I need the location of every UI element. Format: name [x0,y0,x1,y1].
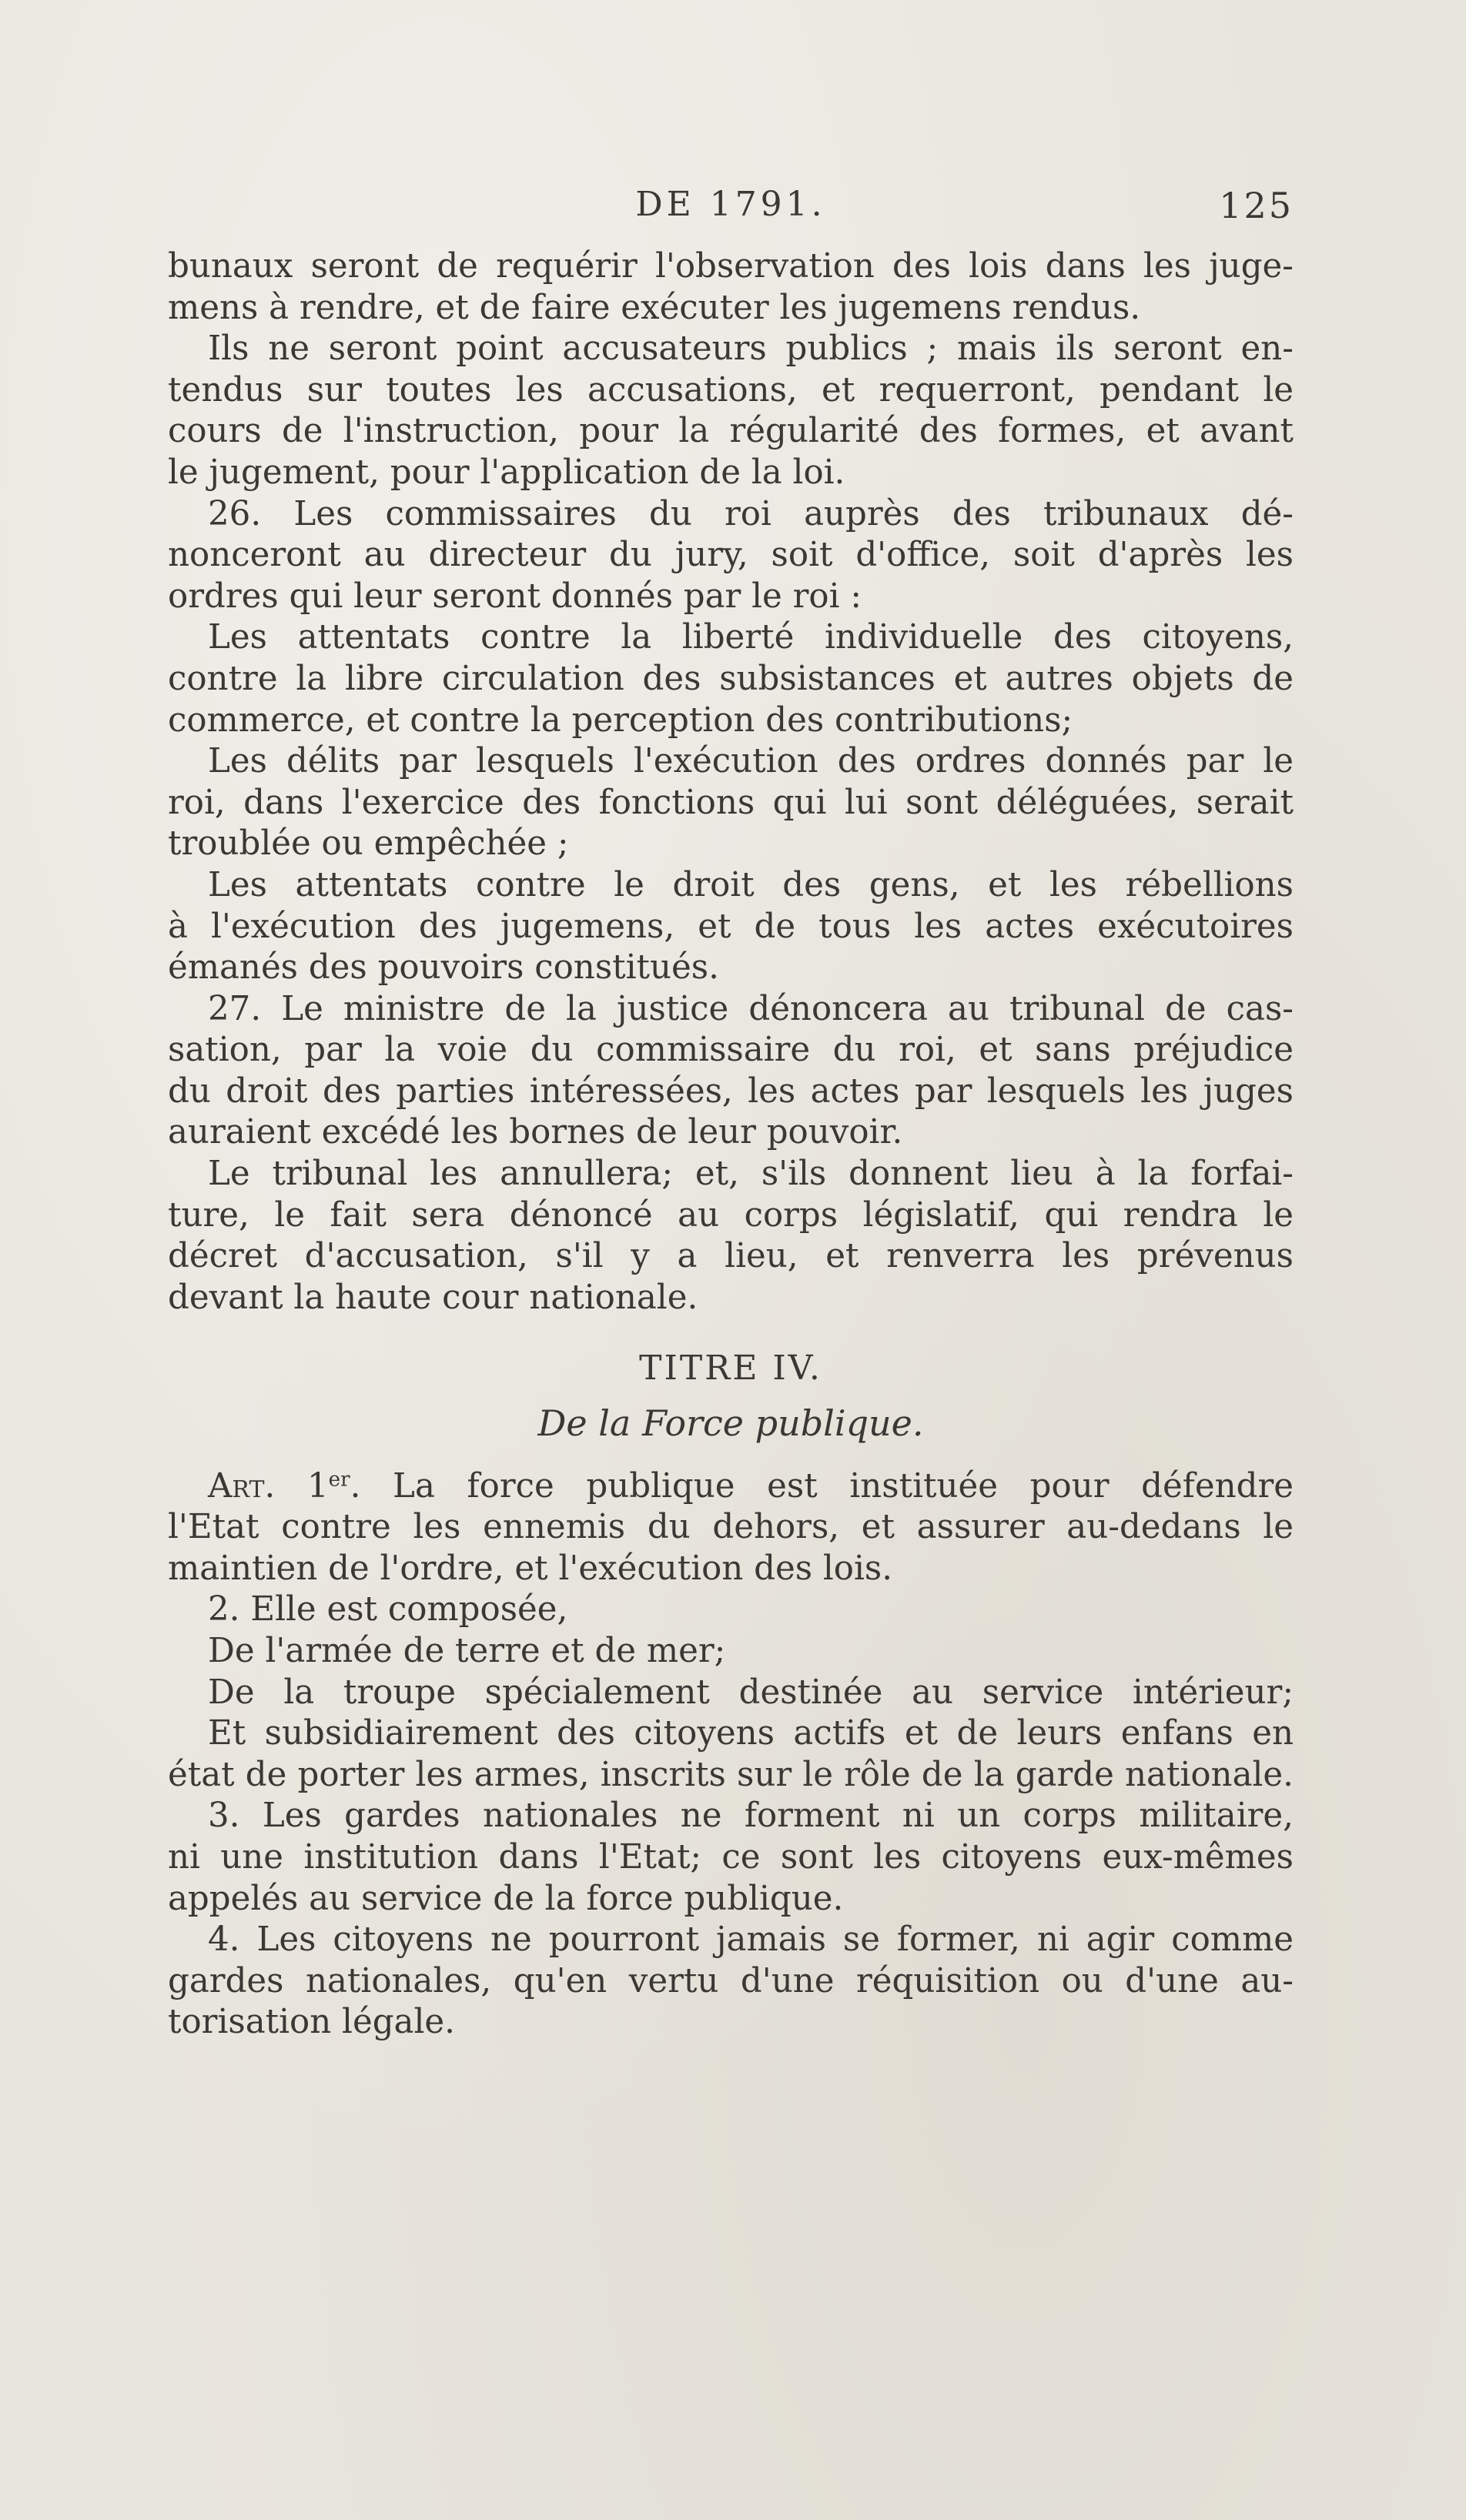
text-line: troublée ou empêchée ; [168,824,569,864]
text-line: le jugement, pour l'application de la loi. [168,453,845,492]
article-label: Art. [208,1466,276,1506]
text-section-2 [168,1507,1294,2044]
text-line: Les attentats contre la liberté individuelle des citoyens, [208,618,1294,657]
running-head [168,185,1294,231]
text-line: 27. Le ministre de la justice dénoncera au tribunal de cas- [208,989,1294,1028]
text-line: 26. Les commissaires du roi auprès des tribunaux dé- [208,494,1294,533]
text-line: auraient excédé les bornes de leur pouvoir. [168,1113,903,1152]
text-line: l'Etat contre les ennemis du dehors, et assurer au-dedans le [168,1508,1294,1547]
article-1-text: . La force publique est instituée pour défendre [350,1466,1294,1506]
text-line: du droit des parties intéressées, les actes par lesquels les juges [168,1071,1294,1111]
article-number: 1 [306,1466,329,1506]
text-line: ordres qui leur seront donnés par le roi : [168,577,862,616]
text-line: émanés des pouvoirs constitués. [168,948,719,988]
section-title: TITRE IV. [639,1349,822,1389]
text-line: Et subsidiairement des citoyens actifs et de leurs enfans en [208,1714,1294,1753]
text-line: De la troupe spécialement destinée au service intérieur; [208,1673,1294,1712]
text-line: état de porter les armes, inscrits sur le rôle de la garde nationale. [168,1755,1294,1794]
text-line: nonceront au directeur du jury, soit d'office, soit d'après les [168,536,1294,575]
text-line: tendus sur toutes les accusations, et requerront, pendant le [168,370,1294,409]
text-line: 4. Les citoyens ne pourront jamais se former, ni agir comme [208,1920,1294,1960]
text-line: appelés au service de la force publique. [168,1879,844,1918]
text-line: Ils ne seront point accusateurs publics ; mais ils seront en- [208,329,1294,369]
text-line: mens à rendre, et de faire exécuter les jugemens rendus. [168,288,1141,327]
page-number: 125 [1219,185,1294,226]
text-line: Le tribunal les annullera; et, s'ils donnent lieu à la forfai- [208,1155,1294,1194]
text-line: à l'exécution des jugemens, et de tous les actes exécutoires [168,907,1294,946]
text-line: ni une institution dans l'Etat; ce sont les citoyens eux-mêmes [168,1837,1294,1877]
body-text [168,246,1294,2044]
text-line: roi, dans l'exercice des fonctions qui lui sont déléguées, serait [168,783,1294,822]
text-line: cours de l'instruction, pour la régularité des formes, et avant [168,412,1294,451]
text-line: 2. Elle est composée, [208,1590,568,1629]
text-line: contre la libre circulation des subsistances et autres objets de [168,659,1294,698]
text-line: torisation légale. [168,2003,455,2042]
section-subtitle: De la Force publique. [537,1402,924,1445]
text-line: gardes nationales, qu'en vertu d'une réquisition ou d'une au- [168,1961,1294,2000]
text-line: devant la haute cour nationale. [168,1278,698,1317]
article-number-suffix: er [328,1468,350,1492]
running-head-title: DE 1791. [635,185,826,224]
text-line: décret d'accusation, s'il y a lieu, et renverra les prévenus [168,1237,1294,1276]
text-line: bunaux seront de requérir l'observation des lois dans les juge- [168,247,1294,286]
text-line: Les attentats contre le droit des gens, et les rébellions [208,865,1294,904]
text-line: commerce, et contre la perception des contributions; [168,700,1073,740]
text-line: sation, par la voie du commissaire du roi, et sans préjudice [168,1031,1294,1070]
text-line: maintien de l'ordre, et l'exécution des lois. [168,1549,893,1588]
text-line: De l'armée de terre et de mer; [208,1632,726,1670]
article-1-first-line [168,1466,1294,1508]
text-line: ture, le fait sera dénoncé au corps législatif, qui rendra le [168,1195,1294,1235]
text-line: 3. Les gardes nationales ne forment ni un corps militaire, [208,1796,1294,1836]
text-line: Les délits par lesquels l'exécution des ordres donnés par le [208,742,1294,781]
text-section-1 [168,246,1294,1318]
